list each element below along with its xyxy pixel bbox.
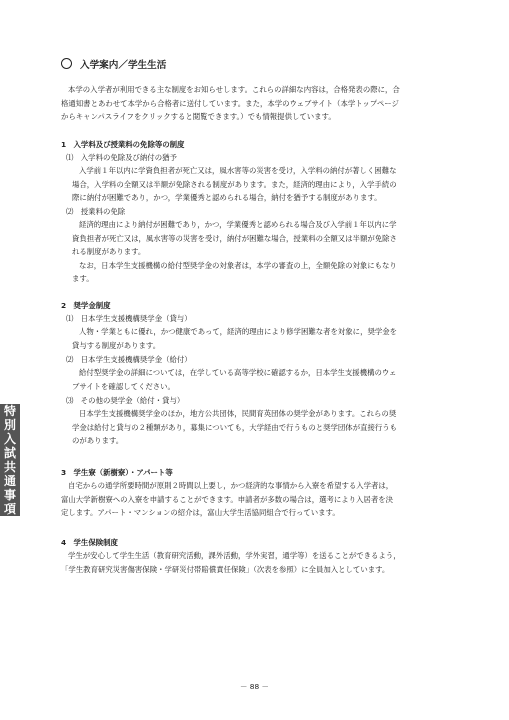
side-tab-special-admission bbox=[0, 404, 20, 516]
body-line: 資負担者が死亡又は，風水害等の災害を受け，納付が困難な場合，授業料の全額又は半額が免除さ bbox=[72, 233, 397, 243]
section-2-title: 2 奨学金制度 bbox=[61, 301, 111, 310]
body-line: 定します。アパート・マンションの紹介は，富山大学生活協同組合で行っています。 bbox=[61, 508, 340, 517]
intro-paragraph bbox=[61, 83, 400, 124]
section-2-sub2-body bbox=[72, 366, 396, 393]
side-tab-char: 通 bbox=[3, 474, 16, 488]
intro-line: からキャンパスライフをクリックすると閲覧できます。）でも情報提供しています。 bbox=[61, 112, 336, 121]
body-line: なお，日本学生支援機構の給付型奨学金の対象者は，本学の審査の上，全額免除の対象にもなり bbox=[79, 260, 397, 270]
body-line: 給付型奨学金の詳細については，在学している高等学校に確認するか，日本学生支援機構のウェ bbox=[79, 368, 397, 377]
body-line: 場合，入学料の全額又は半額が免除される制度があります。また，経済的理由により，入学手続の bbox=[72, 179, 397, 189]
section-1-title: 1 入学料及び授業料の免除等の制度 bbox=[61, 140, 185, 149]
body-line: れる制度があります。 bbox=[72, 247, 146, 256]
side-tab-char: 事 bbox=[3, 488, 16, 502]
side-tab-char: 別 bbox=[3, 418, 16, 432]
body-line: 経済的理由により納付が困難であり，かつ，学業優秀と認められる場合及び入学前１年以内に学 bbox=[79, 220, 397, 229]
section-3-body bbox=[61, 479, 393, 520]
body-line: のがあります。 bbox=[72, 436, 124, 445]
section-heading bbox=[61, 58, 461, 74]
section-1-sub1-body bbox=[72, 164, 397, 205]
body-line: 自宅からの通学所要時間が原則２時間以上要し，かつ経済的な事情から入寮を希望する入学者は， bbox=[68, 481, 394, 490]
intro-line: 格通知書とあわせて本学から合格者に送付しています。また，本学のウェブサイト（本学トップページ bbox=[61, 98, 399, 108]
body-line: 人物・学業ともに優れ，かつ健康であって，経済的理由により修学困難な者を対象に，奨学金を bbox=[79, 327, 398, 336]
body-line: 富山大学新樹寮への入寮を申請することができます。申請者が多数の場合は，選考により入居者を決 bbox=[61, 494, 393, 504]
section-2-sub1-body bbox=[72, 325, 397, 352]
section-4-title: 4 学生保険制度 bbox=[61, 538, 118, 547]
side-tab-char: 共 bbox=[3, 460, 16, 474]
side-tab-char: 特 bbox=[3, 404, 16, 418]
section-3-title: 3 学生寮（新樹寮）・アパート等 bbox=[61, 468, 173, 477]
section-2-sub2-title: ⑵ 日本学生支援機構奨学金（給付） bbox=[66, 355, 192, 364]
body-line: 学生が安心して学生生活（教育研究活動，課外活動，学外実習，通学等）を送ることができるよう， bbox=[68, 551, 401, 560]
body-line: 貸与する制度があります。 bbox=[72, 340, 161, 350]
body-line: 際に納付が困難であり，かつ，学業優秀と認められる場合，納付を猶予する制度があります。 bbox=[72, 193, 382, 202]
section-1-sub2-title: ⑵ 授業料の免除 bbox=[66, 207, 126, 216]
side-tab-char: 試 bbox=[3, 446, 16, 460]
section-4-body bbox=[61, 549, 401, 576]
page-number: － 88 － bbox=[240, 682, 269, 691]
side-tab-char: 項 bbox=[3, 502, 16, 516]
section-heading-text: 入学案内／学生生活 bbox=[80, 60, 167, 71]
body-line: 日本学生支援機構奨学金のほか，地方公共団体，民間育英団体の奨学金があります。これらの奨 bbox=[79, 409, 397, 418]
body-line: ます。 bbox=[72, 274, 94, 283]
section-1-sub2-body bbox=[72, 218, 397, 286]
section-2-sub3-title: ⑶ その他の奨学金（給付・貸与） bbox=[66, 396, 185, 405]
side-tab-char: 入 bbox=[3, 432, 16, 446]
section-2-sub3-body bbox=[72, 407, 397, 448]
section-1-sub1-title: ⑴ 入学料の免除及び納付の猶予 bbox=[66, 153, 177, 162]
circle-bullet-icon bbox=[61, 58, 72, 69]
intro-line: 本学の入学者が利用できる主な制度をお知らせします。これらの詳細な内容は，合格発表の際に，合 bbox=[68, 85, 400, 94]
body-line: ブサイトを確認してください。 bbox=[72, 381, 175, 391]
section-2-sub1-title: ⑴ 日本学生支援機構奨学金（貸与） bbox=[66, 314, 192, 323]
body-line: 入学前１年以内に学資負担者が死亡又は，風水害等の災害を受け，入学料の納付が著しく困難な bbox=[79, 166, 397, 175]
body-line: 学金は給付と貸与の２種類があり，募集についても，大学経由で行うものと奨学団体が直接行うも bbox=[72, 422, 398, 432]
body-line: 「学生教育研究災害傷害保険・学研災付帯賠償責任保険」（次表を参照）に全員加入としています。 bbox=[61, 564, 390, 574]
